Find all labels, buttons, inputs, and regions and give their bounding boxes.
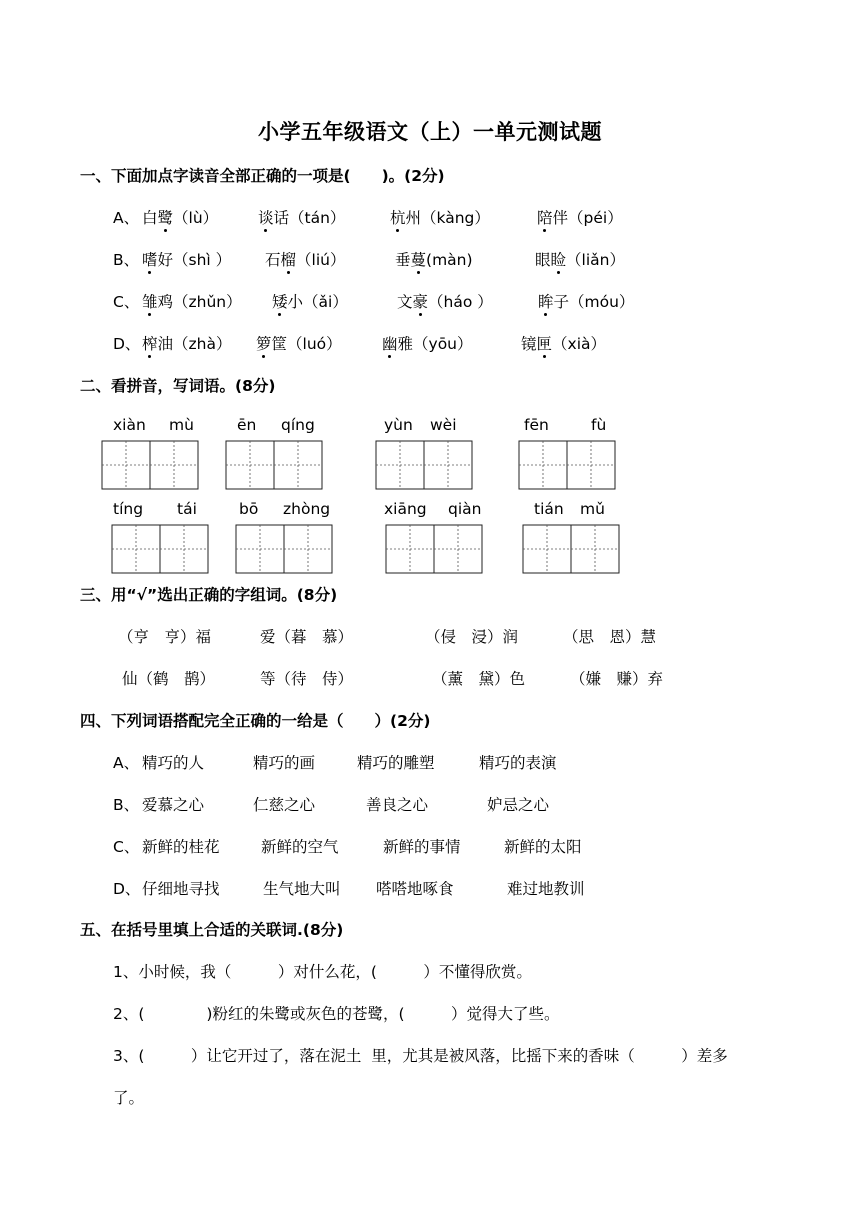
q1-option-label: B、 <box>113 251 140 269</box>
q1-option-label: D、 <box>113 335 141 353</box>
word-suffix: (màn) <box>426 251 473 269</box>
word-suffix: （háo ） <box>428 293 493 311</box>
dotted-character: 幽 <box>382 332 398 354</box>
dotted-character: 榨 <box>142 332 158 354</box>
word-suffix: 鸡（zhǔn） <box>157 293 242 311</box>
page-title: 小学五年级语文（上）一单元测试题 <box>258 120 602 144</box>
dotted-character: 蔓 <box>411 248 427 270</box>
q4-phrase: 精巧的雕塑 <box>357 754 435 772</box>
dotted-character: 雏 <box>142 290 158 312</box>
q4-phrase: 新鲜的桂花 <box>142 838 220 856</box>
dotted-character: 鹭 <box>158 206 174 228</box>
pinyin-syllable: tián <box>534 500 564 518</box>
q4-phrase: 妒忌之心 <box>487 796 550 814</box>
q1-option-label: A、 <box>113 209 140 227</box>
word-suffix: （liú） <box>296 251 346 269</box>
q4-phrase: 新鲜的空气 <box>261 838 339 856</box>
pinyin-syllable: wèi <box>430 416 457 434</box>
q1-option-word <box>258 206 345 228</box>
pinyin-syllable: fù <box>591 416 607 434</box>
writing-grid[interactable] <box>375 440 473 490</box>
q2-heading: 二、看拼音，写词语。(8分) <box>80 377 276 395</box>
dotted-character: 匣 <box>537 332 553 354</box>
word-suffix: 话（tán） <box>273 209 346 227</box>
q1-option-word <box>535 248 625 270</box>
q5-heading: 五、在括号里填上合适的关联词.(8分) <box>80 921 344 939</box>
q3-item: 爱（暮 慕） <box>260 628 354 646</box>
q1-option-word <box>272 290 348 312</box>
word-prefix: 石 <box>265 251 281 269</box>
q1-option-word <box>142 290 242 312</box>
q3-item: （嫌 赚）弃 <box>570 670 664 688</box>
q1-option-word <box>521 332 606 354</box>
q1-option-label: C、 <box>113 293 140 311</box>
q4-phrase: 精巧的人 <box>142 754 205 772</box>
writing-grid[interactable] <box>111 524 209 574</box>
writing-grid[interactable] <box>235 524 333 574</box>
pinyin-syllable: zhòng <box>283 500 331 518</box>
pinyin-syllable: tái <box>177 500 197 518</box>
q4-phrase: 善良之心 <box>366 796 429 814</box>
writing-grid[interactable] <box>518 440 616 490</box>
writing-grid[interactable] <box>225 440 323 490</box>
word-suffix: 雅（yōu） <box>397 335 473 353</box>
q5-sentence-2: 2、( )粉红的朱鹭或灰色的苍鹭，( ）觉得大了些。 <box>113 1005 560 1023</box>
pinyin-syllable: mù <box>169 416 194 434</box>
q3-item: （思 恩）慧 <box>563 628 657 646</box>
word-suffix: 子（móu） <box>553 293 635 311</box>
word-prefix: 眼 <box>535 251 551 269</box>
pinyin-syllable: xiàn <box>113 416 146 434</box>
q1-option-word <box>256 332 342 354</box>
q4-phrase: 爱慕之心 <box>142 796 205 814</box>
word-suffix: 油（zhà） <box>157 335 232 353</box>
q4-heading: 四、下列词语搭配完全正确的一给是（ ）(2分) <box>80 712 431 730</box>
word-prefix: 文 <box>397 293 413 311</box>
q5-sentence-3-continued: 了。 <box>113 1089 145 1107</box>
dotted-character: 豪 <box>413 290 429 312</box>
word-suffix: （lù） <box>173 209 219 227</box>
word-suffix: （xià） <box>552 335 607 353</box>
q5-sentence-1: 1、小时候，我（ ）对什么花，( ）不懂得欣赏。 <box>113 963 532 981</box>
dotted-character: 杭 <box>390 206 406 228</box>
q1-option-word <box>390 206 490 228</box>
q1-option-word <box>395 248 473 270</box>
q4-option-label: B、 <box>113 796 140 814</box>
q1-option-word <box>538 290 634 312</box>
dotted-character: 榴 <box>281 248 297 270</box>
pinyin-syllable: tíng <box>113 500 144 518</box>
pinyin-syllable: bō <box>239 500 259 518</box>
q5-sentence-3: 3、( ）让它开过了，落在泥土 里，尤其是被风落，比摇下来的香味（ ）差多 <box>113 1047 728 1065</box>
q3-item: 等（待 侍） <box>260 670 354 688</box>
q1-option-word <box>265 248 345 270</box>
q1-option-word <box>142 206 218 228</box>
q4-phrase: 嗒嗒地啄食 <box>376 880 454 898</box>
pinyin-syllable: mǔ <box>580 500 605 518</box>
q1-heading: 一、下面加点字读音全部正确的一项是( )。(2分) <box>80 167 445 185</box>
dotted-character: 睑 <box>551 248 567 270</box>
word-prefix: 垂 <box>395 251 411 269</box>
dotted-character: 箩 <box>256 332 272 354</box>
pinyin-syllable: xiāng <box>384 500 427 518</box>
q1-option-word <box>142 332 231 354</box>
writing-grid[interactable] <box>522 524 620 574</box>
word-suffix: 小（ǎi） <box>287 293 348 311</box>
q4-phrase: 仔细地寻找 <box>142 880 220 898</box>
writing-grid[interactable] <box>101 440 199 490</box>
word-suffix: （liǎn） <box>566 251 625 269</box>
pinyin-syllable: yùn <box>384 416 413 434</box>
word-suffix: 伴（péi） <box>552 209 623 227</box>
q4-phrase: 精巧的画 <box>253 754 316 772</box>
word-prefix: 镜 <box>521 335 537 353</box>
q3-heading: 三、用“√”选出正确的字组词。(8分) <box>80 586 338 604</box>
word-suffix: 好（shì ） <box>157 251 232 269</box>
q4-phrase: 新鲜的事情 <box>383 838 461 856</box>
q4-phrase: 新鲜的太阳 <box>504 838 582 856</box>
q3-item: （亨 亨）福 <box>118 628 212 646</box>
dotted-character: 矮 <box>272 290 288 312</box>
q4-phrase: 生气地大叫 <box>263 880 341 898</box>
pinyin-syllable: ēn <box>237 416 257 434</box>
dotted-character: 嗜 <box>142 248 158 270</box>
q1-option-word <box>397 290 493 312</box>
dotted-character: 眸 <box>538 290 554 312</box>
pinyin-syllable: fēn <box>524 416 549 434</box>
writing-grid[interactable] <box>385 524 483 574</box>
q3-item: （薰 黛）色 <box>432 670 526 688</box>
q4-option-label: A、 <box>113 754 140 772</box>
q3-item: （侵 浸）润 <box>425 628 519 646</box>
q4-option-label: D、 <box>113 880 141 898</box>
dotted-character: 谈 <box>258 206 274 228</box>
word-prefix: 白 <box>142 209 158 227</box>
q1-option-word <box>142 248 231 270</box>
pinyin-syllable: qíng <box>281 416 315 434</box>
q4-phrase: 仁慈之心 <box>253 796 316 814</box>
q1-option-word <box>382 332 473 354</box>
dotted-character: 陪 <box>537 206 553 228</box>
pinyin-syllable: qiàn <box>448 500 482 518</box>
q4-phrase: 精巧的表演 <box>479 754 557 772</box>
word-suffix: 州（kàng） <box>405 209 490 227</box>
q4-option-label: C、 <box>113 838 140 856</box>
q1-option-word <box>537 206 623 228</box>
word-suffix: 筐（luó） <box>271 335 342 353</box>
q3-item: 仙（鹤 鹊） <box>122 670 216 688</box>
q4-phrase: 难过地教训 <box>507 880 585 898</box>
